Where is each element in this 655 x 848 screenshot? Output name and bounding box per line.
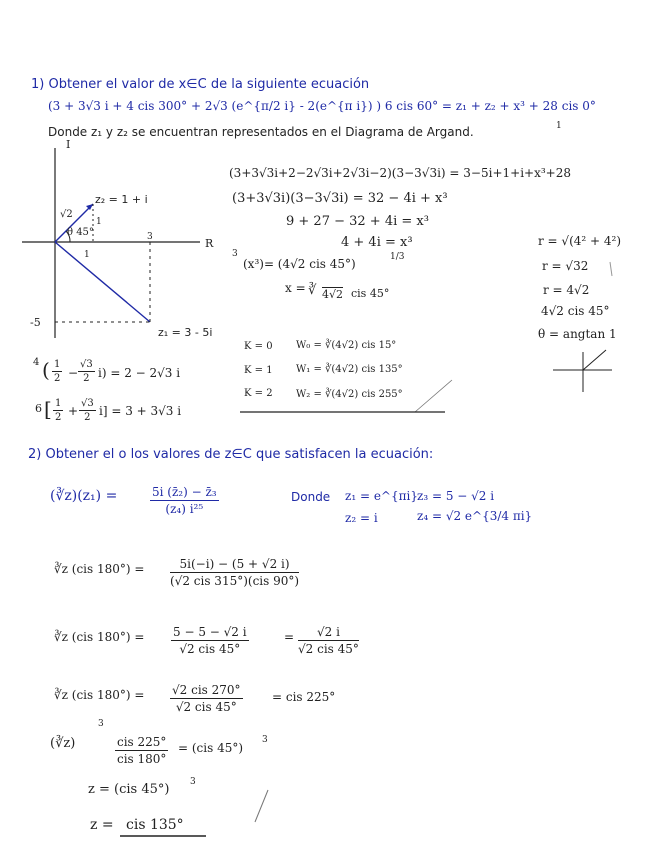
root-w1: W₁ = ∛(4√2) cis 135° bbox=[296, 364, 403, 375]
polar-line-2: r = √32 bbox=[542, 259, 589, 273]
step1-lhs: ∛z (cis 180°) = bbox=[54, 562, 145, 576]
conv1-frac1 bbox=[52, 359, 62, 384]
check-mark bbox=[415, 380, 452, 412]
step4-num: cis 225° bbox=[117, 735, 167, 749]
step3-num: √2 cis 270° bbox=[172, 683, 241, 697]
tick-one: 1 bbox=[84, 250, 90, 260]
conv2-prefix: 6 bbox=[35, 402, 42, 415]
conv1-result: i) = 2 − 2√3 i bbox=[98, 366, 181, 380]
work-line-6-radicand: 4√2 bbox=[322, 288, 344, 301]
note-mark: 1 bbox=[556, 121, 562, 131]
work-line-6-lhs: x = bbox=[285, 281, 306, 295]
step3-fraction bbox=[170, 683, 243, 714]
step4-rhs-exp: 3 bbox=[262, 735, 268, 745]
conv1-frac2-den: 2 bbox=[83, 373, 90, 384]
step2-num: 5 − 5 − √2 i bbox=[173, 625, 247, 639]
work-line-3: 9 + 27 − 32 + 4i = x³ bbox=[286, 214, 429, 229]
step2-fraction-b bbox=[298, 625, 359, 656]
work-line-2: (3+3√3i)(3−3√3i) = 32 − 4i + x³ bbox=[232, 191, 448, 206]
conv2-frac2-num: √3 bbox=[81, 398, 94, 409]
step2-lhs: ∛z (cis 180°) = bbox=[54, 630, 145, 644]
work-line-1: (3+3√3i+2−2√3i+2√3i−2)(3−3√3i) = 3−5i+1+i+x³+28 bbox=[229, 166, 571, 180]
imag-axis-label: I bbox=[66, 138, 71, 151]
step2-eq: = bbox=[284, 630, 295, 644]
z1-label: z₁ = 3 - 5i bbox=[158, 326, 213, 339]
root-w2: W₂ = ∛(4√2) cis 255° bbox=[296, 389, 403, 400]
def-z1: z₁ = e^{πi} bbox=[345, 489, 418, 503]
conv1-frac1-num: 1 bbox=[54, 359, 61, 370]
problem2-eq-lhs: (∛z)(z₁) = bbox=[50, 488, 118, 504]
step2-den-b: √2 cis 45° bbox=[298, 642, 359, 656]
root-w0: W₀ = ∛(4√2) cis 15° bbox=[296, 340, 397, 351]
step4-rhs: = (cis 45°) bbox=[178, 741, 244, 755]
step3-rhs: = cis 225° bbox=[272, 690, 336, 704]
step1-fraction bbox=[170, 557, 299, 588]
line5-exp: 3 bbox=[190, 777, 196, 787]
step2-fraction bbox=[171, 625, 249, 656]
conv2-frac1 bbox=[53, 398, 63, 423]
theta-label: θ 45° bbox=[67, 227, 94, 238]
polar-line-4: 4√2 cis 45° bbox=[541, 304, 610, 318]
polar-line-3: r = 4√2 bbox=[543, 283, 590, 297]
work-line-6-root: ∛ bbox=[308, 283, 317, 298]
problem2-eq-fraction bbox=[150, 485, 219, 516]
root-k1: K = 1 bbox=[244, 365, 273, 376]
root-k2: K = 2 bbox=[244, 388, 273, 399]
line5: z = (cis 45°) bbox=[88, 782, 170, 797]
problem2-eq-num: 5i (z̄₂) − z̄₃ bbox=[152, 485, 217, 499]
step4-exp: 3 bbox=[98, 719, 104, 729]
conv2-op: + bbox=[68, 404, 79, 418]
conv2-result: i] = 3 + 3√3 i bbox=[99, 404, 182, 418]
step2-num-b: √2 i bbox=[298, 625, 359, 641]
root-k0: K = 0 bbox=[244, 341, 273, 352]
work-line-5-power: 1/3 bbox=[390, 252, 405, 262]
problem1-statement: Donde z₁ y z₂ se encuentran representados en el Diagrama de Argand. bbox=[48, 125, 474, 139]
answer-value: cis 135° bbox=[126, 817, 184, 833]
conv2-frac2-den: 2 bbox=[84, 412, 91, 423]
z1-vector bbox=[55, 242, 150, 322]
conv1-frac2 bbox=[78, 359, 95, 384]
step3-lhs: ∛z (cis 180°) = bbox=[54, 688, 145, 702]
problem2-heading: 2) Obtener el o los valores de z∈C que satisfacen la ecuación: bbox=[28, 447, 434, 462]
conv1-op: − bbox=[68, 366, 79, 380]
problem2-eq-den: (z₄) i²⁵ bbox=[165, 502, 204, 516]
step4-fraction bbox=[115, 735, 168, 766]
def-z2: z₂ = i bbox=[345, 511, 378, 525]
step2-den: √2 cis 45° bbox=[179, 642, 241, 656]
answer-z: z = bbox=[90, 817, 114, 833]
conv2-frac1-num: 1 bbox=[55, 398, 62, 409]
check-mark bbox=[255, 790, 268, 822]
sqrt2-label: √2 bbox=[60, 209, 73, 220]
step4-den: cis 180° bbox=[117, 752, 167, 766]
polar-line-5: θ = angtan 1 bbox=[538, 327, 617, 341]
tick-one: 1 bbox=[96, 217, 102, 227]
conv1-prefix: 4 bbox=[33, 357, 40, 368]
conv2-frac2 bbox=[79, 398, 96, 423]
step1-den: (√2 cis 315°)(cis 90°) bbox=[170, 574, 300, 588]
work-line-6-cis: cis 45° bbox=[351, 287, 390, 300]
conv1-frac1-den: 2 bbox=[54, 373, 61, 384]
conv1-open: ( bbox=[42, 358, 50, 382]
step3-den: √2 cis 45° bbox=[175, 700, 237, 714]
donde-label: Donde bbox=[291, 490, 331, 504]
work-line-5-exp: 3 bbox=[232, 249, 238, 259]
problem1-equation: (3 + 3√3 i + 4 cis 300° + 2√3 (e^{π/2 i} - 2(e^{π i}) ) 6 cis 60° = z₁ + z₂ + x³ + 28 cis 0° bbox=[48, 99, 596, 113]
step4-lhs: (∛z) bbox=[50, 736, 76, 751]
conv2-open: [ bbox=[44, 397, 52, 421]
work-line-4: 4 + 4i = x³ bbox=[341, 235, 413, 250]
def-z4: z₄ = √2 e^{3/4 πi} bbox=[417, 509, 533, 523]
mark-stroke bbox=[610, 262, 612, 276]
def-z3: z₃ = 5 − √2 i bbox=[417, 489, 495, 503]
polar-line-1: r = √(4² + 4²) bbox=[538, 234, 622, 248]
sketch-vector bbox=[583, 350, 606, 370]
tick-minus5: -5 bbox=[30, 316, 41, 329]
z2-label: z₂ = 1 + i bbox=[95, 193, 148, 206]
conv1-frac2-num: √3 bbox=[80, 359, 93, 370]
real-axis-label: R bbox=[205, 237, 214, 250]
step1-num: 5i(−i) − (5 + √2 i) bbox=[170, 557, 299, 573]
tick-three: 3 bbox=[147, 232, 153, 242]
problem1-heading: 1) Obtener el valor de x∈C de la siguiente ecuación bbox=[31, 77, 370, 92]
conv2-frac1-den: 2 bbox=[55, 412, 62, 423]
work-line-5: (x³)= (4√2 cis 45°) bbox=[243, 257, 356, 271]
